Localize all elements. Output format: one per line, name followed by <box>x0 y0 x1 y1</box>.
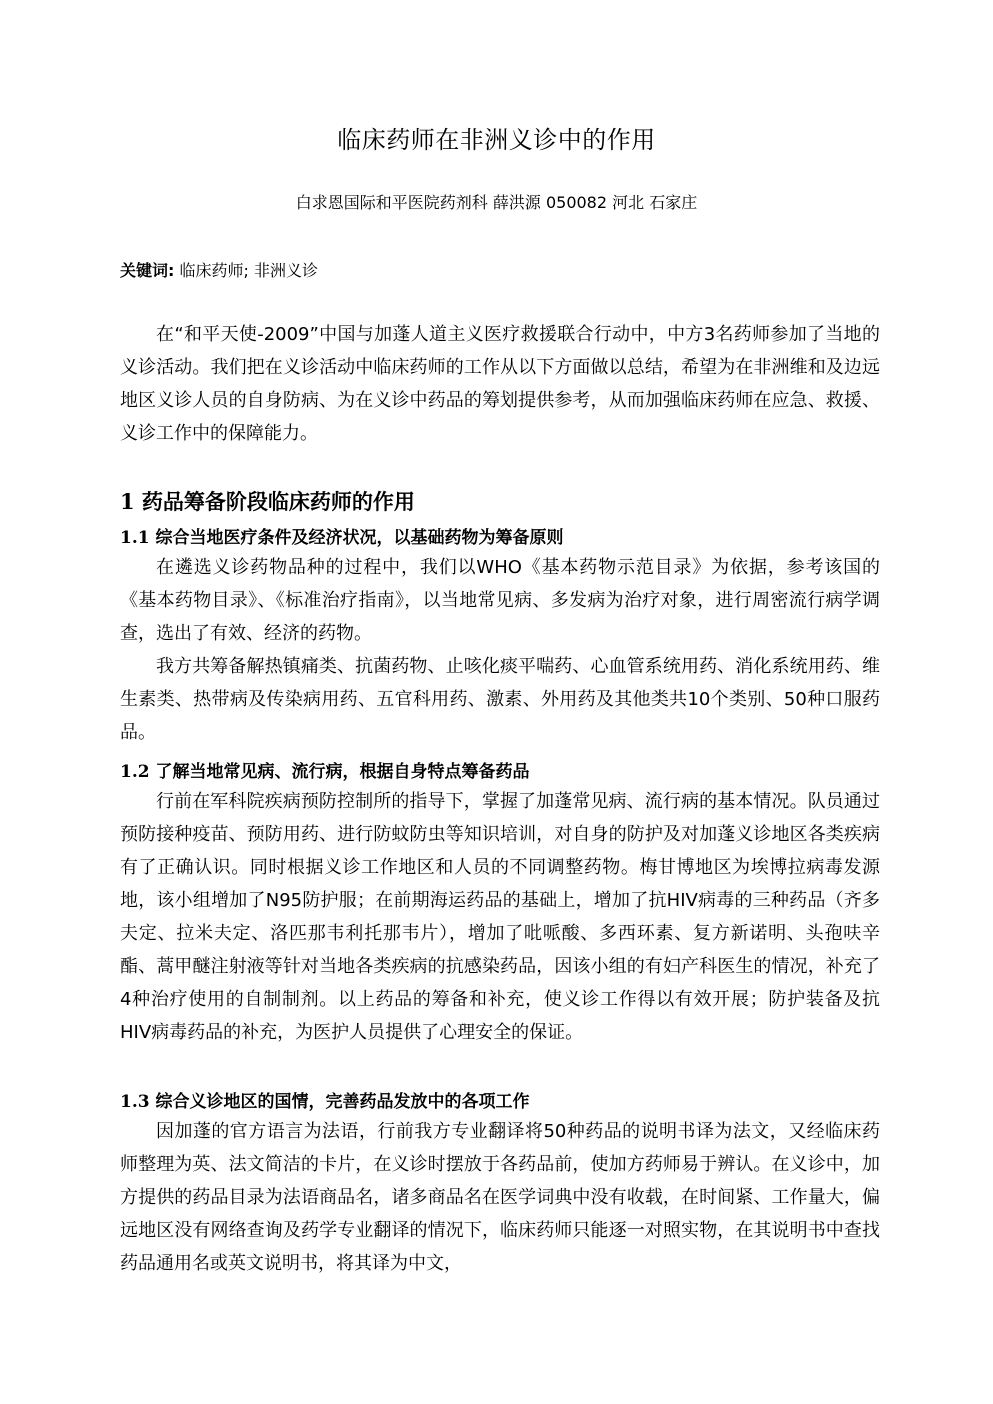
keywords-value: 临床药师; 非洲义诊 <box>179 261 318 280</box>
intro-paragraph: 在“和平天使-2009”中国与加蓬人道主义医疗救援联合行动中，中方3名药师参加了当地的义诊活动。我们把在义诊活动中临床药师的工作从以下方面做以总结，希望为在非洲维和及边远地区义诊人员的自身防病、为在义诊中药品的筹划提供参考，从而加强临床药师在应急、救援、义诊工作中的保障能力。 <box>120 324 880 444</box>
section-1-1-heading: 1.1 综合当地医疗条件及经济状况，以基础药物为筹备原则 <box>120 528 564 548</box>
section-1-2-paragraph-1: 行前在军科院疾病预防控制所的指导下，掌握了加蓬常见病、流行病的基本情况。队员通过预防接种疫苗、预防用药、进行防蚊防虫等知识培训，对自身的防护及对加蓬义诊地区各类疾病有了正确认识。同时根据义诊工作地区和人员的不同调整药物。梅甘博地区为埃博拉病毒发源地，该小组增加了N95防护服；在前期海运药品的基础上，增加了抗HIV病毒的三种药品（齐多夫定、拉米夫定、洛匹那韦利托那韦片），增加了吡哌酸、多西环素、复方新诺明、头孢呋辛酯、蒿甲醚注射液等针对当地各类疾病的抗感染药品，因该小组的有妇产科医生的情况，补充了4种治疗使用的自制制剂。以上药品的筹备和补充，使义诊工作得以有效开展；防护装备及抗HIV病毒药品的补充，为医护人员提供了心理安全的保证。 <box>120 791 880 1043</box>
keywords-label: 关键词: <box>120 261 175 280</box>
section-1-3-paragraph-1: 因加蓬的官方语言为法语，行前我方专业翻译将50种药品的说明书译为法文，又经临床药师整理为英、法文简洁的卡片，在义诊时摆放于各药品前，使加方药师易于辨认。在义诊中，加方提供的药品目录为法语商品名，诸多商品名在医学词典中没有收载，在时间紧、工作量大，偏远地区没有网络查询及药学专业翻译的情况下，临床药师只能逐一对照实物，在其说明书中查找药品通用名或英文说明书，将其译为中文， <box>120 1121 880 1274</box>
section-1-2-heading: 1.2 了解当地常见病、流行病，根据自身特点筹备药品 <box>120 762 530 782</box>
section-1-1-paragraph-2: 我方共筹备解热镇痛类、抗菌药物、止咳化痰平喘药、心血管系统用药、消化系统用药、维生素类、热带病及传染病用药、五官科用药、激素、外用药及其他类共10个类别、50种口服药品。 <box>120 656 880 743</box>
author-line: 白求恩国际和平医院药剂科 薛洪源 050082 河北 石家庄 <box>295 193 698 212</box>
document-title: 临床药师在非洲义诊中的作用 <box>337 126 656 154</box>
section-1-3-heading: 1.3 综合义诊地区的国情，完善药品发放中的各项工作 <box>120 1092 530 1112</box>
keywords-line <box>120 258 318 281</box>
section-1-heading: 1 药品筹备阶段临床药师的作用 <box>120 489 415 514</box>
section-1-1-paragraph-1: 在遴选义诊药物品种的过程中，我们以WHO《基本药物示范目录》为依据，参考该国的《基本药物目录》、《标准治疗指南》，以当地常见病、多发病为治疗对象，进行周密流行病学调查，选出了有效、经济的药物。 <box>120 557 880 644</box>
